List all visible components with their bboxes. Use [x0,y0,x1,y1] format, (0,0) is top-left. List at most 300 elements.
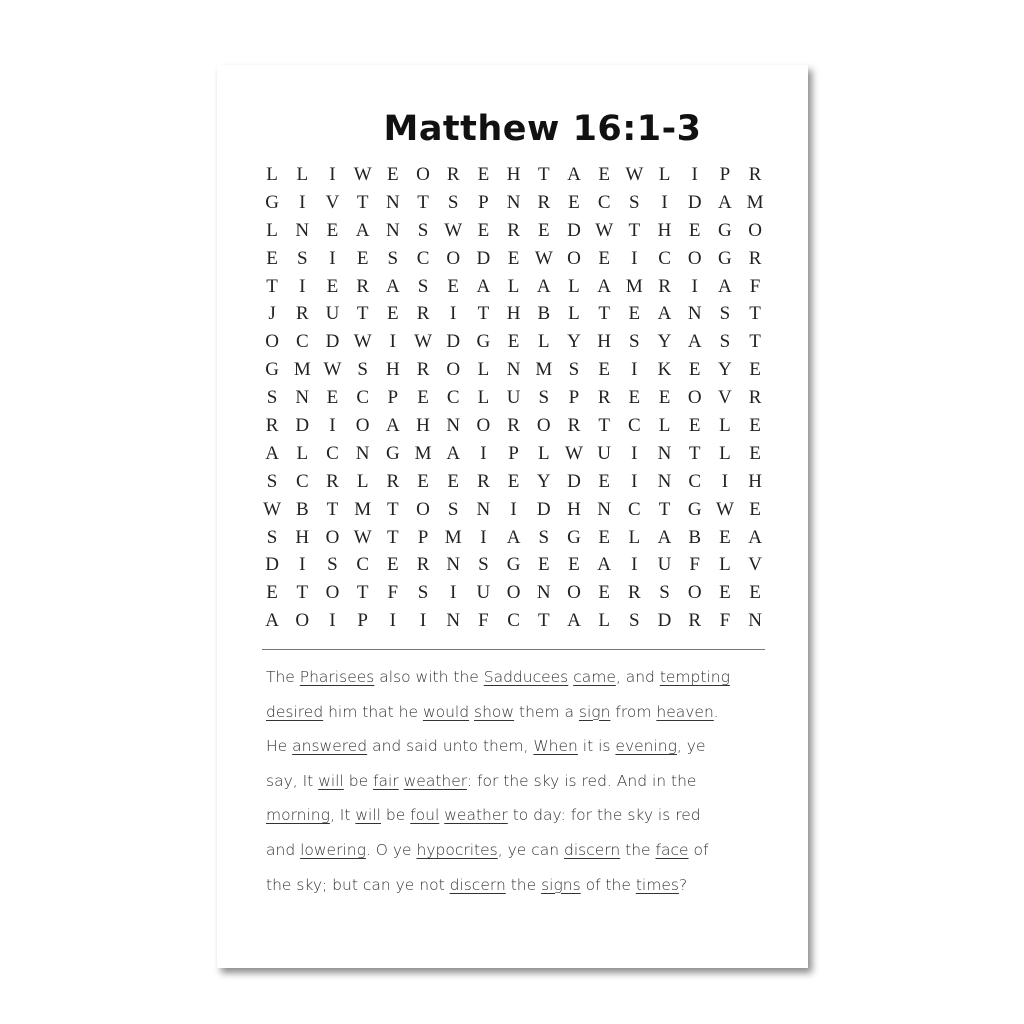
grid-row [257,217,770,245]
grid-letter: E [417,470,429,492]
grid-letter: V [748,554,762,576]
grid-row [257,161,770,189]
grid-letter: A [265,442,279,464]
grid-letter: L [356,470,369,492]
grid-letter: R [597,387,611,409]
passage-line [266,663,776,698]
grid-letter: S [447,498,459,520]
grid-letter: R [748,247,762,269]
grid-letter: O [325,582,340,604]
grid-row [257,468,770,496]
grid-letter: R [416,554,430,576]
grid-letter: A [567,610,581,632]
grid-letter: A [687,331,702,353]
grid-letter: E [447,275,460,297]
grid-letter: E [688,219,701,241]
grid-letter: E [568,191,580,213]
grid-letter: U [506,387,521,409]
hidden-word: show [474,702,515,721]
scripture-passage [266,663,776,905]
page-title: Matthew 16:1-3 [383,109,702,149]
grid-letter: I [419,610,427,632]
passage-text: , ye [676,737,706,756]
grid-letter: E [719,582,731,604]
grid-letter: E [749,414,761,436]
passage-text: the sky; but can ye not [266,875,450,894]
grid-letter: S [327,554,338,576]
grid-letter: T [598,414,610,436]
grid-letter: S [568,359,580,381]
grid-letter: S [478,554,489,576]
grid-letter: E [598,163,610,185]
grid-letter: D [295,414,310,436]
grid-letter: N [476,498,491,520]
grid-letter: E [537,219,550,241]
grid-letter: N [597,498,612,520]
grid-letter: L [507,275,520,297]
grid-letter: I [329,610,336,632]
grid-letter: C [446,387,460,409]
grid-row [257,328,770,356]
hidden-word: weather [403,771,467,790]
grid-letter: T [326,498,339,520]
grid-letter: H [657,219,672,241]
grid-letter: E [749,359,761,381]
hidden-word: discern [564,840,621,859]
grid-letter: E [447,470,460,492]
grid-letter: T [537,610,550,632]
hidden-word: answered [292,737,368,756]
grid-letter: T [658,498,671,520]
grid-letter: L [266,163,278,185]
grid-letter: S [719,331,731,353]
passage-text: and [266,840,301,859]
grid-letter: S [719,303,731,325]
grid-letter: L [477,387,490,409]
grid-letter: D [567,470,581,492]
grid-letter: W [353,331,372,353]
grid-letter: T [537,163,550,185]
grid-letter: C [326,442,339,464]
passage-text: ? [678,875,688,894]
grid-letter: L [658,414,671,436]
grid-letter: N [687,303,702,325]
grid-letter: J [268,303,276,325]
word-search-grid [257,161,770,635]
grid-letter: L [296,442,309,464]
grid-letter: T [296,582,309,604]
divider [262,649,765,650]
grid-letter: S [266,470,278,492]
passage-text: say, It [266,771,319,790]
passage-line [266,767,776,802]
grid-letter: A [536,275,551,297]
grid-letter: A [718,275,732,297]
grid-letter: I [329,247,336,269]
grid-letter: O [446,359,461,381]
grid-letter: C [295,470,309,492]
hidden-word: heaven [656,702,714,721]
grid-letter: O [355,414,370,436]
grid-letter: E [477,163,490,185]
hidden-word: foul [410,806,440,825]
grid-letter: G [476,331,491,353]
grid-letter: I [691,275,698,297]
grid-letter: S [629,331,640,353]
grid-letter: R [416,359,430,381]
grid-letter: E [326,387,339,409]
grid-row [257,189,770,217]
grid-letter: W [353,526,372,548]
passage-text: him that he [323,702,423,721]
grid-letter: L [719,442,731,464]
grid-letter: E [326,275,339,297]
grid-letter: O [476,414,491,436]
grid-letter: L [658,163,671,185]
grid-letter: I [691,163,698,185]
grid-letter: I [631,359,638,381]
hidden-word: times [635,875,679,894]
grid-letter: S [296,247,308,269]
grid-letter: E [688,359,701,381]
grid-letter: P [568,387,580,409]
grid-letter: O [325,526,340,548]
grid-letter: S [266,387,278,409]
grid-letter: N [385,219,400,241]
grid-letter: S [387,247,399,269]
grid-row [257,245,770,273]
passage-text: from [610,702,657,721]
hidden-word: When [533,737,578,756]
grid-letter: I [661,191,668,213]
hidden-word: evening [615,737,677,756]
grid-letter: N [446,610,461,632]
grid-letter: R [748,387,762,409]
grid-letter: V [718,387,732,409]
grid-letter: M [535,359,553,381]
grid-letter: C [628,498,641,520]
grid-letter: M [444,526,462,548]
grid-letter: S [629,610,640,632]
grid-letter: D [536,498,551,520]
grid-letter: E [598,582,610,604]
hidden-word: fair [373,771,399,790]
grid-letter: C [597,191,611,213]
grid-letter: E [749,498,761,520]
grid-letter: H [597,331,612,353]
passage-text: it is [577,737,616,756]
grid-letter: O [446,247,461,269]
grid-letter: L [266,219,278,241]
grid-letter: I [389,610,396,632]
passage-text: , and [615,668,660,686]
grid-letter: I [389,331,396,353]
grid-letter: E [598,526,610,548]
grid-letter: O [265,331,279,353]
grid-letter: I [480,526,487,548]
passage-text: them a [514,702,579,721]
passage-text: , It [329,806,356,825]
grid-letter: D [265,554,279,576]
grid-letter: R [658,275,671,297]
grid-letter: S [417,582,429,604]
grid-letter: S [538,387,550,409]
grid-letter: F [749,275,761,297]
hidden-word: came [573,668,616,686]
grid-letter: C [356,387,369,409]
hidden-word: Pharisees [299,668,375,686]
grid-letter: I [631,247,638,269]
grid-letter: S [417,275,429,297]
hidden-word: lowering [300,840,366,859]
grid-letter: E [507,470,520,492]
grid-letter: K [657,359,672,381]
grid-letter: H [567,498,581,520]
grid-letter: E [749,582,761,604]
grid-letter: R [507,414,520,436]
grid-letter: T [749,331,761,353]
hidden-word: tempting [659,668,730,686]
grid-letter: W [565,442,583,464]
grid-letter: P [417,526,429,548]
grid-letter: T [266,275,278,297]
grid-letter: A [567,163,581,185]
grid-letter: H [295,526,310,548]
grid-letter: F [387,582,399,604]
grid-letter: I [329,414,336,436]
grid-letter: P [478,191,489,213]
grid-letter: U [657,554,672,576]
grid-letter: I [510,498,517,520]
grid-letter: W [595,219,614,241]
grid-letter: C [295,331,309,353]
passage-text: He [266,737,293,756]
grid-letter: I [299,554,306,576]
grid-letter: P [387,387,399,409]
grid-letter: I [299,191,306,213]
passage-text: also with the [374,668,484,686]
hidden-word: desired [266,702,324,721]
passage-text: the [620,840,656,859]
grid-row [257,384,770,412]
grid-letter: W [414,331,432,353]
grid-letter: E [266,582,278,604]
grid-row [257,300,770,328]
grid-letter: S [659,582,670,604]
grid-letter: S [357,359,368,381]
grid-letter: L [719,414,731,436]
grid-letter: N [536,582,551,604]
grid-letter: E [628,303,641,325]
grid-letter: R [446,163,460,185]
grid-letter: G [265,191,279,213]
hidden-word: weather [444,806,508,825]
grid-letter: R [386,470,400,492]
grid-letter: I [450,582,457,604]
grid-letter: N [657,470,672,492]
grid-letter: O [506,582,521,604]
grid-letter: C [356,554,369,576]
grid-row [257,273,770,301]
grid-letter: U [597,442,612,464]
grid-letter: P [357,610,368,632]
grid-letter: D [325,331,340,353]
grid-letter: O [687,387,702,409]
grid-letter: A [476,275,491,297]
grid-letter: I [329,163,336,185]
passage-text: the [505,875,542,894]
grid-letter: B [537,303,551,325]
grid-letter: Y [567,331,581,353]
grid-letter: O [748,219,762,241]
grid-letter: W [625,163,644,185]
grid-letter: E [266,247,278,269]
grid-letter: T [598,303,610,325]
grid-letter: N [446,414,461,436]
grid-letter: N [385,191,400,213]
grid-letter: E [387,554,399,576]
grid-letter: N [295,219,310,241]
grid-row [257,524,770,552]
grid-letter: N [506,191,521,213]
grid-letter: E [598,247,610,269]
grid-letter: L [477,359,490,381]
grid-letter: L [568,303,580,325]
grid-letter: N [355,442,370,464]
passage-text: to day: for the sky is red [507,806,701,825]
passage-text: The [266,668,300,686]
grid-letter: Y [718,359,732,381]
hidden-word: will [355,806,381,825]
grid-letter: Y [657,331,672,353]
grid-letter: R [416,303,430,325]
grid-letter: O [567,247,581,269]
grid-letter: W [444,219,463,241]
grid-letter: R [537,191,551,213]
grid-letter: W [534,247,553,269]
grid-letter: D [657,610,672,632]
grid-letter: S [417,219,429,241]
grid-letter: A [265,610,279,632]
grid-letter: E [387,163,399,185]
grid-letter: E [719,526,731,548]
grid-letter: F [719,610,731,632]
grid-row [257,356,770,384]
grid-letter: C [688,470,702,492]
grid-letter: G [567,526,581,548]
passage-line [266,698,776,733]
grid-letter: L [537,442,550,464]
grid-letter: E [598,359,610,381]
grid-letter: E [326,219,339,241]
passage-text: of [688,840,709,859]
grid-letter: E [387,303,399,325]
grid-letter: S [629,191,640,213]
grid-letter: H [385,359,400,381]
grid-letter: R [688,610,702,632]
grid-letter: M [414,442,432,464]
hidden-word: morning [266,806,330,825]
grid-letter: E [568,554,580,576]
grid-letter: A [506,526,521,548]
grid-letter: R [628,582,641,604]
passage-text: of the [580,875,636,894]
grid-row [257,579,770,607]
grid-letter: A [446,442,461,464]
grid-letter: R [326,470,339,492]
grid-letter: N [446,554,461,576]
grid-letter: A [657,303,672,325]
grid-letter: E [658,387,671,409]
grid-letter: E [749,442,761,464]
grid-letter: N [295,387,310,409]
grid-letter: O [536,414,551,436]
grid-letter: L [719,554,731,576]
grid-letter: C [507,610,520,632]
passage-text: and said unto them, [367,737,534,756]
grid-letter: A [385,414,400,436]
grid-letter: W [323,359,342,381]
grid-letter: M [354,498,372,520]
grid-letter: B [295,498,309,520]
grid-letter: I [480,442,487,464]
grid-letter: S [538,526,550,548]
grid-letter: I [631,554,638,576]
grid-letter: L [537,331,550,353]
passage-line [266,801,776,836]
grid-letter: W [353,163,372,185]
grid-letter: U [476,582,491,604]
grid-letter: O [567,582,581,604]
grid-letter: D [687,191,702,213]
grid-letter: L [598,610,610,632]
passage-line [266,871,776,906]
grid-letter: G [718,247,732,269]
passage-line [266,836,776,871]
grid-letter: M [293,359,311,381]
hidden-word: signs [541,875,581,894]
passage-text: : for the sky is red. And in the [466,771,697,790]
grid-letter: E [356,247,369,269]
grid-row [257,551,770,579]
grid-letter: E [417,387,429,409]
grid-letter: M [746,191,764,213]
grid-letter: G [506,554,521,576]
grid-letter: T [688,442,701,464]
grid-letter: O [416,498,430,520]
grid-letter: H [506,163,521,185]
grid-letter: P [719,163,731,185]
grid-letter: C [628,414,641,436]
passage-text: , ye can [497,840,565,859]
grid-letter: D [567,219,581,241]
hidden-word: will [318,771,344,790]
grid-letter: N [657,442,672,464]
grid-letter: C [658,247,671,269]
grid-letter: M [625,275,643,297]
worksheet-page [217,65,808,968]
grid-letter: H [416,414,430,436]
grid-letter: F [478,610,489,632]
grid-letter: T [417,191,429,213]
grid-letter: A [597,275,612,297]
grid-letter: D [476,247,491,269]
grid-letter: O [416,163,430,185]
grid-letter: L [628,526,641,548]
grid-letter: H [506,303,521,325]
grid-letter: T [749,303,761,325]
grid-letter: I [631,442,638,464]
